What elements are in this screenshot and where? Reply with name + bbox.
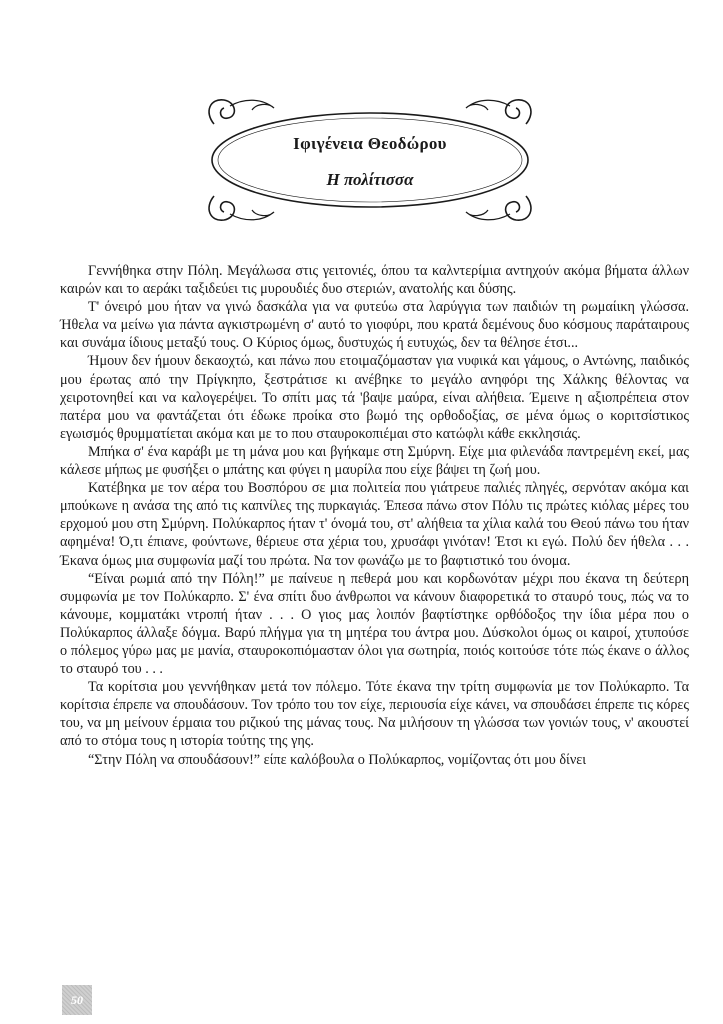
- paragraph: Ήμουν δεν ήμουν δεκαοχτώ, και πάνω που ετοιμαζόμασταν για νυφικά και γάμους, ο Αντώνης, παιδικός μου έρωτας από την Πρίγκηπο, ξεστράτισε κι ανέβηκε το μεγάλο ανηφόρι της Χάλκης θέλοντας να χειροτονηθεί και να καλογερέψει. Το σπίτι μας τά 'βαψε μαύρα, είναι αλήθεια. Έμεινε η αξιοπρέπεια στον πατέρα μου να φαντάζεται ότι έδωκε προίκα στο βωμό της ορθοδοξίας, σε μένα όμως ο κοριτσίστικος εγωισμός θρυμματίεται ακόμα και με το που σταυροκοπιέμαι στο κατώφλι κάθε εκκλησιάς.: [60, 353, 689, 442]
- title-frame: [196, 94, 544, 224]
- paragraph: Τ' όνειρό μου ήταν να γινώ δασκάλα για να φυτεύω στα λαρύγγια των παιδιών τη ρωμαίικη γλώσσα. Ήθελα να μείνω για πάντα αγκιστρωμένη σ' αυτό το γιοφύρι, που κρατά δεμένους δυο κόσμους παράταιρους και συνάμα ίδιους μεταξύ τους. Ο Κύριος όμως, δυστυχώς ή ευτυχώς, δεν τα θέλησε έτσι...: [60, 299, 689, 352]
- paragraph: Κατέβηκα με τον αέρα του Βοσπόρου σε μια πολιτεία που γιάτρευε παλιές πληγές, σερνόταν ακόμα και μπούκωνε η ανάσα της από τις καπνίλες της πυρκαγιάς. Έπεσα πάνω στον Πόλυ τις πρώτες κιόλας μέρες του ερχομού μου στη Σμύρνη. Πολύκαρπος ήταν τ' όνομά του, στ' αλήθεια τα χίλια καλά του Θεού πάνω του ήταν αφημένα! Ό,τι έπιανε, φούντωνε, θέριευε στα χέρια του, χρυσάφι γινόταν! Έτσι κι εγώ. Πολύ δεν ήθελα . . . Έκανα όμως μια συμφωνία μαζί του πρώτα. Να τον φωνάζω με το βαφτιστικό του όνομα.: [60, 480, 689, 569]
- ornamental-frame-icon: [196, 94, 544, 224]
- author-name: Ιφιγένεια Θεοδώρου: [293, 134, 447, 153]
- paragraph: “Στην Πόλη να σπουδάσουν!” είπε καλόβουλα ο Πολύκαρπος, νομίζοντας ότι μου δίνει: [88, 751, 587, 768]
- paragraph: Μπήκα σ' ένα καράβι με τη μάνα μου και βγήκαμε στη Σμύρνη. Είχε μια φιλενάδα παντρεμένη εκεί, μας κάλεσε μήπως με φυσήξει ο μπάτης και φύγει η μαυρίλα που είχε βάψει τη ζωή μου.: [60, 443, 689, 479]
- page-number: 50: [62, 985, 92, 1015]
- story-body: [60, 262, 689, 769]
- paragraph: Γεννήθηκα στην Πόλη. Μεγάλωσα στις γειτονιές, όπου τα καλντερίμια αντηχούν ακόμα βήματα άλλων καιρών και το αεράκι ταξιδεύει τις μυρουδιές δυο στεριών, ανατολής και δύσης.: [60, 263, 689, 298]
- story-title: Η πολίτισσα: [326, 170, 414, 189]
- paragraph: “Είναι ρωμιά από την Πόλη!” με παίνευε η πεθερά μου και κορδωνόταν μέχρι που έκανα τη δεύτερη συμφωνία με τον Πολύκαρπο. Σ' ένα σπίτι δυο άνθρωποι να κάνουν διαφορετικά το σταυρό τους, πώς να το κάνουμε, κομματάκι ντροπή ήταν . . . Ο γιος μας λοιπόν βαφτίστηκε ορθόδοξος την ίδια μέρα που ο Πολύκαρπος άλλαξε δόγμα. Βαρύ πλήγμα για τη μητέρα του άντρα μου. Δύσκολοι όμως οι καιροί, χτυπούσε ο πόλεμος γύρω μας με μανία, σταυροκοπιόμασταν όλοι για σωτηρία, ποιός κοιτούσε τότε πώς έκανε ο άλλος το σταυρό του . . .: [60, 570, 689, 678]
- paragraph: Τα κορίτσια μου γεννήθηκαν μετά τον πόλεμο. Τότε έκανα την τρίτη συμφωνία με τον Πολύκαρπο. Τα κορίτσια έπρεπε να σπουδάσουν. Τον τρόπο του τον είχε, περιουσία είχε κάνει, να σπουδάσει έπρεπε τις κόρες του, να μη μείνουν έρμαια του ριζικού της μάνας τους. Να μιλήσουν τη γλώσσα των γονιών τους, ν' ακουστεί από το στόμα τους η ιστορία τούτης της γης.: [60, 679, 689, 750]
